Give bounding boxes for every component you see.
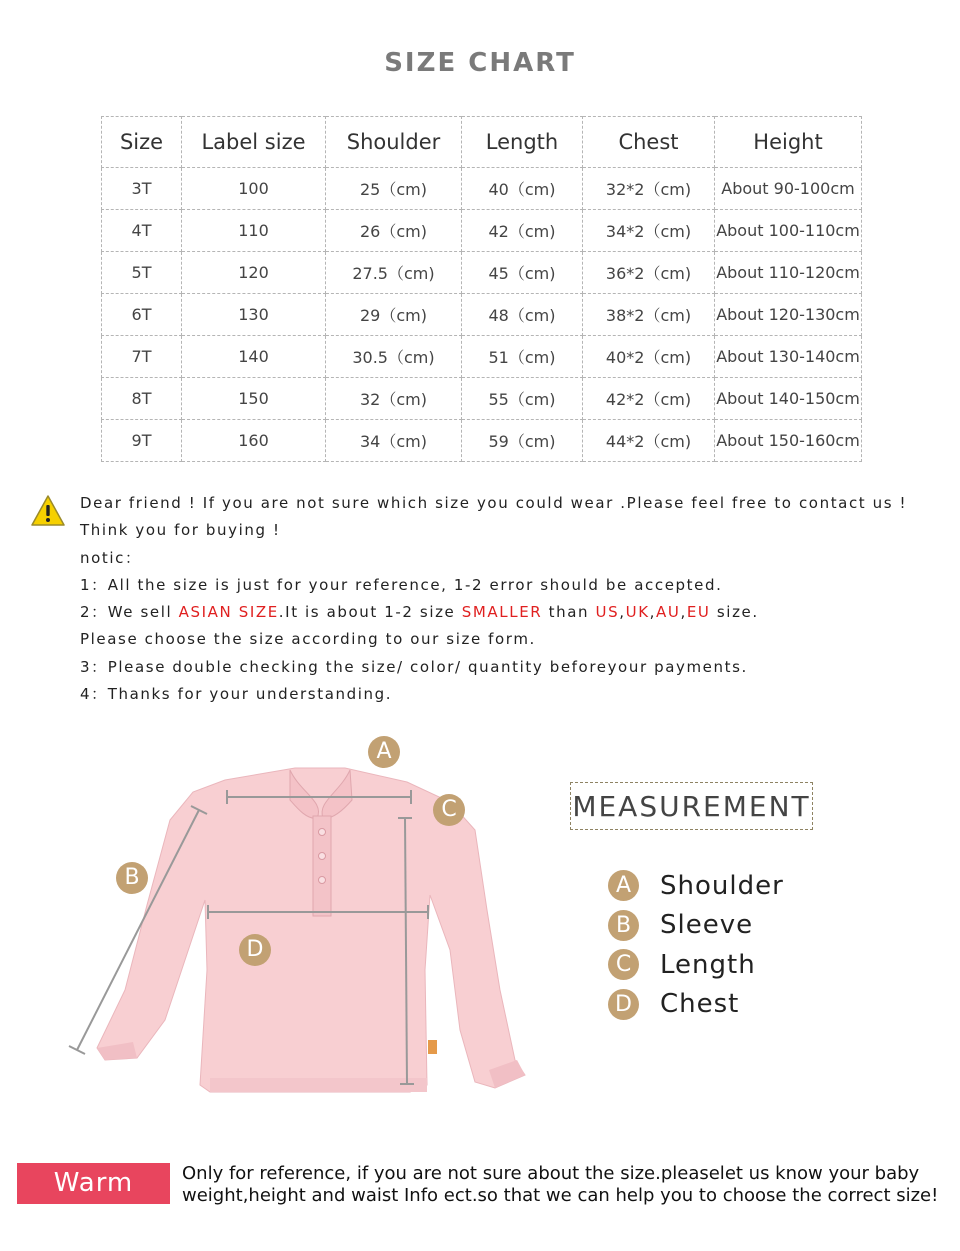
note-thanks: Think you for buying ! <box>80 521 281 540</box>
legend-item <box>608 906 784 946</box>
page-title: SIZE CHART <box>384 48 576 78</box>
cell-shoulder: 27.5（cm) <box>326 252 462 294</box>
table-row <box>102 210 862 252</box>
cell-label-size: 160 <box>182 420 326 462</box>
legend-label: Sleeve <box>660 910 754 941</box>
legend-item <box>608 866 784 906</box>
marker-b: B <box>116 862 148 894</box>
smaller-highlight: SMALLER <box>461 603 543 622</box>
cell-size: 9T <box>102 420 182 462</box>
legend-letter: C <box>608 949 639 980</box>
table-row <box>102 336 862 378</box>
tips-line-1: Only for reference, if you are not sure about the size.pleaselet us know your baby <box>182 1163 920 1184</box>
cell-length: 59（cm) <box>462 420 583 462</box>
asian-size-highlight: ASIAN SIZE <box>178 603 279 622</box>
cell-length: 42（cm) <box>462 210 583 252</box>
cell-height: About 110-120cm <box>715 252 862 294</box>
note-greeting: Dear friend ! If you are not sure which size you could wear .Please feel free to contact us ! <box>80 494 908 512</box>
table-row <box>102 420 862 462</box>
table-row <box>102 294 862 336</box>
cell-height: About 140-150cm <box>715 378 862 420</box>
legend-label: Shoulder <box>660 870 784 901</box>
cell-label-size: 150 <box>182 378 326 420</box>
cell-chest: 34*2（cm) <box>583 210 715 252</box>
cell-length: 48（cm) <box>462 294 583 336</box>
cell-length: 51（cm) <box>462 336 583 378</box>
measurement-title: MEASUREMENT <box>570 782 813 830</box>
cell-label-size: 140 <box>182 336 326 378</box>
cell-shoulder: 34（cm) <box>326 420 462 462</box>
header-length: Length <box>462 117 583 168</box>
legend-letter: D <box>608 989 639 1020</box>
header-size: Size <box>102 117 182 168</box>
legend-letter: B <box>608 910 639 941</box>
legend-item <box>608 945 784 985</box>
cell-height: About 120-130cm <box>715 294 862 336</box>
header-label-size: Label size <box>182 117 326 168</box>
legend-item <box>608 985 784 1025</box>
measurement-legend <box>608 866 784 1024</box>
cell-height: About 100-110cm <box>715 210 862 252</box>
cell-shoulder: 25（cm) <box>326 168 462 210</box>
cell-label-size: 130 <box>182 294 326 336</box>
note-heading: notic： <box>80 548 142 567</box>
cell-size: 8T <box>102 378 182 420</box>
cell-shoulder: 32（cm) <box>326 378 462 420</box>
cell-height: About 90-100cm <box>715 168 862 210</box>
warning-triangle-icon <box>31 494 65 528</box>
shirt-diagram <box>55 730 575 1110</box>
table-row <box>102 168 862 210</box>
cell-size: 4T <box>102 210 182 252</box>
cell-chest: 36*2（cm) <box>583 252 715 294</box>
cell-length: 40（cm) <box>462 168 583 210</box>
cell-size: 6T <box>102 294 182 336</box>
table-row <box>102 252 862 294</box>
cell-label-size: 120 <box>182 252 326 294</box>
warm-tips-label: Warm Tips: <box>17 1163 170 1204</box>
cell-length: 55（cm) <box>462 378 583 420</box>
legend-label: Length <box>660 949 756 980</box>
cell-shoulder: 26（cm) <box>326 210 462 252</box>
note-item-2-continued: Please choose the size according to our size form. <box>80 630 536 649</box>
legend-letter: A <box>608 870 639 901</box>
header-height: Height <box>715 117 862 168</box>
marker-c: C <box>433 794 465 826</box>
note-item-1: 1：All the size is just for your reference, 1-2 error should be accepted. <box>80 575 723 594</box>
cell-chest: 38*2（cm) <box>583 294 715 336</box>
cell-label-size: 100 <box>182 168 326 210</box>
size-notes <box>80 490 940 708</box>
cell-height: About 130-140cm <box>715 336 862 378</box>
note-item-3: 3：Please double checking the size/ color/ quantity beforeyour payments. <box>80 657 748 676</box>
tips-line-2: weight,height and waist Info ect.so that we can help you to choose the correct size! <box>182 1185 939 1206</box>
marker-d: D <box>239 934 271 966</box>
cell-chest: 32*2（cm) <box>583 168 715 210</box>
header-chest: Chest <box>583 117 715 168</box>
note-item-4: 4：Thanks for your understanding. <box>80 685 393 704</box>
cell-chest: 40*2（cm) <box>583 336 715 378</box>
legend-label: Chest <box>660 989 740 1020</box>
cell-height: About 150-160cm <box>715 420 862 462</box>
note-item-2: 2：We sell ASIAN SIZE.It is about 1-2 size SMALLER than US,UK,AU,EU size. <box>80 603 759 622</box>
cell-label-size: 110 <box>182 210 326 252</box>
cell-length: 45（cm) <box>462 252 583 294</box>
table-header-row <box>102 117 862 168</box>
cell-size: 5T <box>102 252 182 294</box>
cell-chest: 44*2（cm) <box>583 420 715 462</box>
cell-shoulder: 30.5（cm) <box>326 336 462 378</box>
header-shoulder: Shoulder <box>326 117 462 168</box>
warm-tips-text <box>182 1163 938 1207</box>
cell-size: 3T <box>102 168 182 210</box>
cell-shoulder: 29（cm) <box>326 294 462 336</box>
marker-a: A <box>368 736 400 768</box>
cell-size: 7T <box>102 336 182 378</box>
size-chart-table <box>101 116 862 462</box>
table-row <box>102 378 862 420</box>
cell-chest: 42*2（cm) <box>583 378 715 420</box>
